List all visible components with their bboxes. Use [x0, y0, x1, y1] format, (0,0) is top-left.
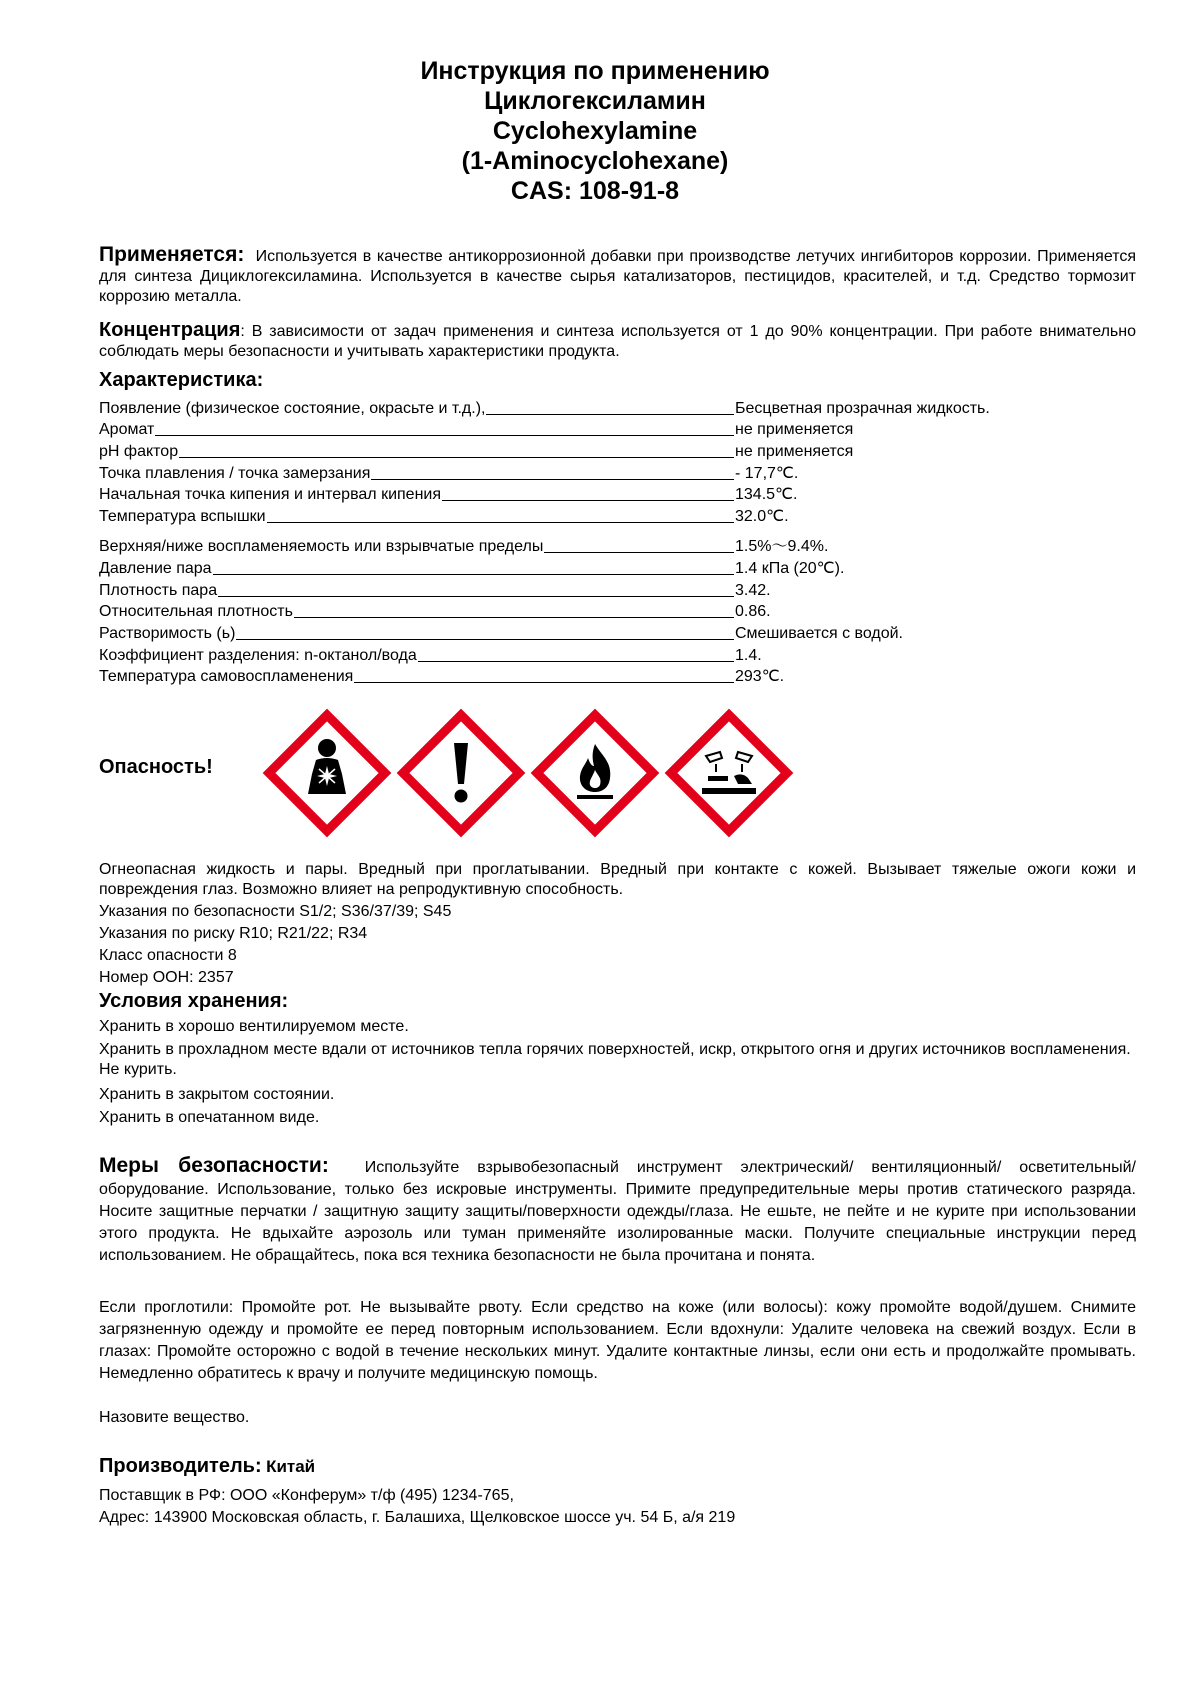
storage-line-1: Хранить в хорошо вентилируемом месте. — [99, 1018, 409, 1035]
safety-text: Используйте взрывобезопасный инструмент электрический/ вентиляционный/ осветительный/ оборудование. Использование, только без искровые инструменты. Примите предупредительные меры против статического разряда. Носите защитные перчатки / защитную защиту защиты/поверхности одежды/глаза. Не ешьте, не пейте и не курите при использовании этого продукта. Не вдыхайте аэрозоль или туман применяйте изолированные маски. Получите специальные инструкции перед использованием. Не обращайтесь, пока вся техника безопасности не была прочитана и понята. — [99, 1159, 1136, 1264]
concentration-label: Концентрация — [99, 319, 241, 341]
danger-label: Опасность! — [99, 756, 213, 778]
characteristic-value: не применяется — [735, 421, 854, 439]
storage-heading: Условия хранения: — [99, 990, 289, 1012]
exclamation-icon — [396, 708, 526, 838]
characteristic-label: Температура вспышки — [99, 508, 266, 526]
characteristic-row — [99, 396, 990, 418]
flame-icon — [530, 708, 660, 838]
characteristic-value: 1.5%～9.4%. — [735, 538, 829, 556]
characteristic-value: 293℃. — [735, 668, 785, 686]
fill-line — [236, 639, 734, 640]
safety-label: Меры безопасности: — [99, 1154, 329, 1177]
characteristic-row — [99, 504, 990, 526]
fill-line — [544, 552, 734, 553]
fill-line — [218, 596, 734, 597]
characteristics-heading: Характеристика: — [99, 369, 264, 391]
characteristic-row — [99, 665, 990, 687]
hazard-pictograms — [262, 708, 796, 838]
supplier-line: Поставщик в РФ: ООО «Конферум» т/ф (495) 1234-765, — [99, 1487, 514, 1504]
characteristic-label: Аромат — [99, 421, 155, 439]
fill-line — [418, 661, 734, 662]
fill-line — [179, 457, 734, 458]
first-aid-text: Если проглотили: Промойте рот. Не вызывайте рвоту. Если средство на коже (или волосы): кожу промойте водой/душем. Снимите загрязненную одежду и промойте ее перед повторным использованием. Если вдохнули: Удалите человека на свежий воздух. Если в глазах: Промойте осторожно с водой в течение нескольких минут. Удалите контактные линзы, если они есть и продолжайте промывать. Немедленно обратитесь к врачу и получите медицинскую помощь. — [99, 1299, 1136, 1382]
characteristic-value: не применяется — [735, 443, 854, 461]
characteristic-value: 134.5℃. — [735, 486, 798, 504]
safety-last-line: Назовите вещество. — [99, 1409, 250, 1426]
characteristic-row — [99, 418, 990, 440]
fill-line — [486, 414, 734, 415]
fill-line — [267, 522, 734, 523]
fill-line — [371, 479, 734, 480]
manufacturer-label: Производитель: — [99, 1455, 262, 1477]
characteristic-row — [99, 526, 990, 556]
characteristic-label: Относительная плотность — [99, 603, 293, 621]
characteristic-row — [99, 600, 990, 622]
storage-line-4: Хранить в опечатанном виде. — [99, 1109, 320, 1126]
corrosion-icon — [664, 708, 794, 838]
fill-line — [294, 617, 734, 618]
characteristic-label: Плотность пара — [99, 581, 218, 599]
characteristic-row — [99, 643, 990, 665]
title-line-5: CAS: 108-91-8 — [510, 177, 680, 205]
fill-line — [442, 500, 734, 501]
characteristic-label: Появление (физическое состояние, окрасьте и т.д.), — [99, 399, 486, 417]
safety-section — [99, 1155, 1136, 1267]
storage-heading-wrap — [99, 991, 1136, 1013]
characteristic-value: 1.4. — [735, 646, 762, 664]
characteristic-value: - 17,7℃. — [735, 464, 799, 482]
hazard-description: Огнеопасная жидкость и пары. Вредный при проглатывании. Вредный при контакте с кожей. Вызывает тяжелые ожоги кожи и повреждения глаз. Возможно влияет на репродуктивную способность. — [99, 861, 1136, 898]
characteristic-value: Бесцветная прозрачная жидкость. — [735, 399, 990, 417]
characteristic-label: Верхняя/ниже воспламеняемость или взрывчатые пределы — [99, 538, 544, 556]
characteristic-label: pH фактор — [99, 443, 179, 461]
title-line-4: (1-Aminocyclohexane) — [461, 147, 729, 175]
characteristics-heading-wrap — [99, 370, 1136, 392]
characteristic-row — [99, 483, 990, 505]
characteristic-label: Температура самовоспламенения — [99, 668, 354, 686]
fill-line — [213, 574, 734, 575]
manufacturer-country: Китай — [266, 1457, 316, 1476]
document-title — [0, 56, 1190, 206]
concentration-text: : В зависимости от задач применения и синтеза используется от 1 до 90% концентрации. При работе внимательно соблюдать меры безопасности и учитывать характеристики продукта. — [99, 323, 1136, 360]
storage-line-2: Хранить в прохладном месте вдали от источников тепла горячих поверхностей, искр, открытого огня и других источников воспламенения. Не курить. — [99, 1041, 1131, 1078]
characteristic-label: Давление пара — [99, 559, 212, 577]
characteristic-row — [99, 439, 990, 461]
characteristic-value: 1.4 кПа (20℃). — [735, 559, 845, 577]
characteristic-label: Начальная точка кипения и интервал кипения — [99, 486, 441, 504]
characteristic-row — [99, 578, 990, 600]
characteristic-row — [99, 461, 990, 483]
characteristic-value: 32.0℃. — [735, 508, 789, 526]
usage-section — [99, 245, 1136, 307]
characteristics-table — [99, 396, 990, 686]
un-number: Номер ООН: 2357 — [99, 969, 234, 986]
title-line-2: Циклогексиламин — [484, 87, 706, 115]
risk-codes: Указания по риску R10; R21/22; R34 — [99, 925, 368, 942]
storage-line-3: Хранить в закрытом состоянии. — [99, 1086, 335, 1103]
characteristic-value: 0.86. — [735, 603, 771, 621]
fill-line — [155, 435, 734, 436]
title-line-3: Cyclohexylamine — [492, 117, 698, 145]
characteristic-label: Точка плавления / точка замерзания — [99, 464, 371, 482]
characteristic-label: Растворимость (ь) — [99, 624, 236, 642]
characteristic-row — [99, 556, 990, 578]
fill-line — [354, 682, 734, 683]
hazard-class: Класс опасности 8 — [99, 947, 237, 964]
concentration-section — [99, 320, 1136, 362]
title-line-1: Инструкция по применению — [420, 57, 770, 85]
health-hazard-icon — [262, 708, 392, 838]
characteristic-value: Смешивается с водой. — [735, 624, 903, 642]
safety-codes: Указания по безопасности S1/2; S36/37/39; S45 — [99, 903, 452, 920]
manufacturer-section — [99, 1456, 1136, 1478]
characteristic-label: Коэффициент разделения: n-октанол/вода — [99, 646, 417, 664]
characteristic-row — [99, 621, 990, 643]
address-line: Адрес: 143900 Московская область, г. Балашиха, Щелковское шоссе уч. 54 Б, а/я 219 — [99, 1509, 736, 1526]
usage-text: Используется в качестве антикоррозионной добавки при производстве летучих ингибиторов коррозии. Применяется для синтеза Дициклогексиламина. Используется в качестве сырья катализаторов, пестицидов, красителей, и т.д. Средство тормозит коррозию металла. — [99, 248, 1136, 305]
characteristic-value: 3.42. — [735, 581, 771, 599]
usage-label: Применяется: — [99, 243, 245, 266]
